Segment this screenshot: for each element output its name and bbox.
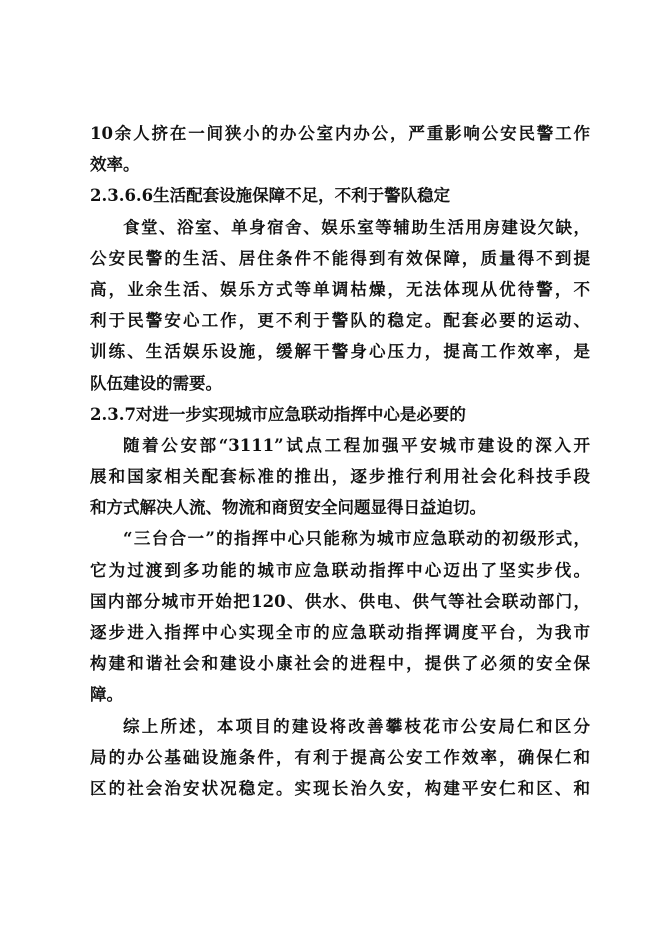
text-line: 队伍建设的需要。	[90, 373, 222, 393]
text-line: 逐步进入指挥中心实现全市的应急联动指挥调度平台，为我市	[90, 623, 590, 642]
text-line: 食堂、浴室、单身宿舍、娱乐室等辅助生活用房建设欠缺，	[123, 217, 590, 237]
text-line: 国内部分城市开始把120、供水、供电、供气等社会联动部门，	[90, 591, 590, 611]
text-line: 和方式解决人流、物流和商贸安全问题显得日益迫切。	[90, 498, 486, 518]
text-line: 构建和谐社会和建设小康社会的进程中，提供了必须的安全保	[90, 654, 590, 674]
text-line: “三台合一”的指挥中心只能称为城市应急联动的初级形式，	[123, 529, 590, 549]
document-body	[90, 118, 590, 804]
text-line: 随着公安部“3111”试点工程加强平安城市建设的深入开	[123, 435, 590, 455]
text-line: 局的办公基础设施条件，有利于提高公安工作效率，确保仁和	[90, 747, 590, 767]
text-line: 2.3.7对进一步实现城市应急联动指挥中心是必要的	[90, 404, 466, 424]
text-line: 区的社会治安状况稳定。实现长治久安，构建平安仁和区、和	[90, 778, 590, 798]
text-line: 10余人挤在一间狭小的办公室内办公，严重影响公安民警工作	[90, 124, 590, 143]
text-line: 高，业余生活、娱乐方式等单调枯燥，无法体现从优待警，不	[90, 279, 590, 299]
text-line: 公安民警的生活、居住条件不能得到有效保障，质量得不到提	[90, 248, 590, 268]
text-line: 效率。	[90, 155, 140, 175]
text-line: 2.3.6.6生活配套设施保障不足，不利于警队稳定	[90, 186, 451, 206]
text-line: 障。	[90, 685, 123, 705]
text-line: 训练、生活娱乐设施，缓解干警身心压力，提高工作效率，是	[90, 342, 590, 362]
text-line: 综上所述，本项目的建设将改善攀枝花市公安局仁和区分	[123, 716, 590, 736]
text-line: 展和国家相关配套标准的推出，逐步推行利用社会化科技手段	[90, 467, 590, 487]
text-line: 利于民警安心工作，更不利于警队的稳定。配套必要的运动、	[90, 311, 590, 331]
text-line: 它为过渡到多功能的城市应急联动指挥中心迈出了坚实步伐。	[90, 560, 590, 580]
